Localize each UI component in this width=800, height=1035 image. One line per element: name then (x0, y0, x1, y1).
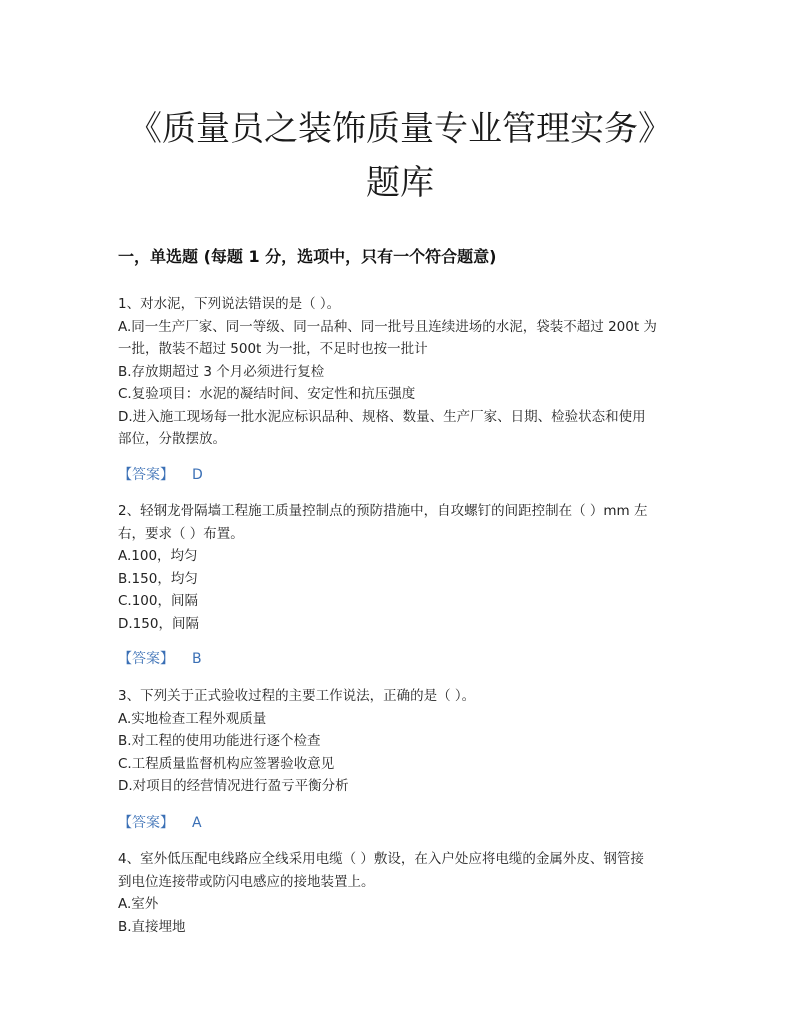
option-c: C.100，间隔 (118, 593, 198, 609)
answer-value: A (192, 815, 202, 831)
answer-label: 【答案】 (118, 815, 174, 831)
option-d: D.对项目的经营情况进行盈亏平衡分析 (118, 778, 349, 794)
answer-2 (118, 648, 202, 670)
option-a: A.100，均匀 (118, 548, 198, 564)
question-stem: 1、对水泥，下列说法错误的是（ ）。 (118, 296, 341, 312)
option-b: B.直接埋地 (118, 918, 186, 935)
answer-1 (118, 464, 203, 486)
question-3 (118, 685, 686, 798)
option-d-continued: 部位，分散摆放。 (118, 431, 226, 447)
option-b: B.存放期超过 3 个月必须进行复检 (118, 363, 325, 380)
option-c: C.复验项目：水泥的凝结时间、安定性和抗压强度 (118, 386, 416, 402)
section-heading: 一，单选题 (每题 1 分，选项中，只有一个符合题意) (118, 247, 497, 266)
question-stem: 3、下列关于正式验收过程的主要工作说法，正确的是（ ）。 (118, 688, 476, 704)
option-a: A.室外 (118, 896, 159, 912)
option-d: D.150，间隔 (118, 615, 199, 632)
question-2 (118, 500, 686, 635)
answer-value: B (192, 651, 202, 667)
document-title: 《质量员之装饰质量专业管理实务》 (128, 109, 672, 149)
question-stem: 2、轻钢龙骨隔墙工程施工质量控制点的预防措施中，自攻螺钉的间距控制在（ ）mm 左 (118, 503, 648, 519)
question-stem: 4、室外低压配电线路应全线采用电缆（ ）敷设，在入户处应将电缆的金属外皮、钢管接 (118, 851, 644, 867)
option-d: D.进入施工现场每一批水泥应标识品种、规格、数量、生产厂家、日期、检验状态和使用 (118, 408, 646, 425)
option-b: B.150，均匀 (118, 570, 198, 587)
answer-value: D (192, 467, 203, 483)
option-a: A.同一生产厂家、同一等级、同一品种、同一批号且连续进场的水泥，袋装不超过 200t 为 (118, 318, 657, 335)
option-c: C.工程质量监督机构应签署验收意见 (118, 755, 335, 772)
answer-label: 【答案】 (118, 467, 174, 483)
answer-3 (118, 812, 202, 834)
question-stem-continued: 右，要求（ ）布置。 (118, 525, 244, 542)
option-a-continued: 一批，散装不超过 500t 为一批，不足时也按一批计 (118, 341, 428, 357)
question-1 (118, 293, 686, 451)
option-b: B.对工程的使用功能进行逐个检查 (118, 733, 321, 749)
option-a: A.实地检查工程外观质量 (118, 710, 267, 727)
answer-label: 【答案】 (118, 651, 174, 667)
question-4 (118, 848, 686, 938)
question-stem-continued: 到电位连接带或防闪电感应的接地装置上。 (118, 873, 375, 890)
document-subtitle: 题库 (366, 163, 434, 203)
